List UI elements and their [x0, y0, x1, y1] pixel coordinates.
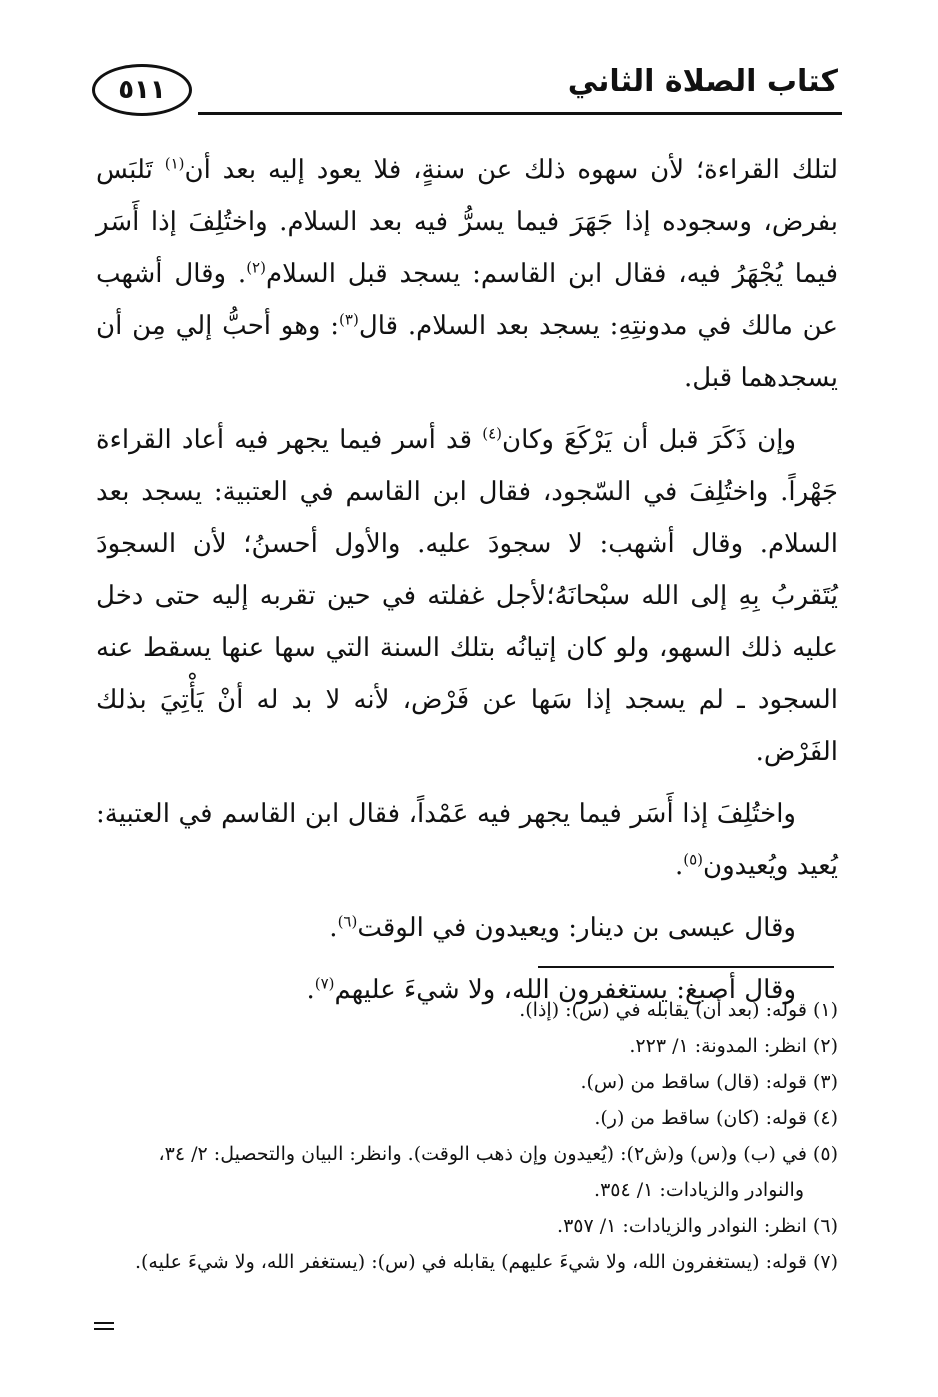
footnote-3: (٣) قوله: (قال) ساقط من (س). — [580, 1071, 838, 1093]
footnote-ref-3: (٣) — [339, 310, 359, 329]
page-header — [88, 52, 842, 116]
paragraph-text: قد أسر فيما يجهر فيه أعاد القراءة جَهْراً. واختُلِفَ في السّجود، فقال ابن القاسم في العتبية: يسجد بعد السلام. وقال أشهب: لا سجودَ عليه. والأول أحسنُ؛ لأن السجودَ يُتَقربُ بِهِ إلى الله سبْحانَهُ؛لأجل غفلته في حين تقربه إليه حتى دخل عليه ذلك السهو، ولو كان إتيانُه بتلك السنة التي سها عنها يسقط عنه السجود ـ لم يسجد إذا سَها عن فَرْض، لأنه لا بد له أنْ يَأْتِيَ بذلك الفَرْض. — [96, 425, 838, 767]
page-number-frame — [92, 64, 192, 116]
footnotes — [96, 992, 838, 1280]
paragraph-text: وقال عيسى بن دينار: ويعيدون في الوقت — [357, 913, 796, 943]
footnote-7: (٧) قوله: (يستغفرون الله، ولا شيءَ عليهم) يقابله في (س): (يستغفر الله، ولا شيءَ عليه). — [134, 1251, 838, 1273]
footnote-5: (٥) في (ب) و(س) و(ش٢): (يُعيدون وإن ذهب الوقت). وانظر: البيان والتحصيل: ٢/ ٣٤، — [158, 1143, 838, 1165]
paragraph-text: واختُلِفَ إذا أَسَر فيما يجهر فيه عَمْداً، فقال ابن القاسم في العتبية: يُعيد ويُعيدون — [96, 799, 838, 881]
footnote-ref-4: (٤) — [482, 424, 503, 443]
footnote-6: (٦) انظر: النوادر والزيادات: ١/ ٣٥٧. — [557, 1215, 838, 1237]
footnote-4: (٤) قوله: (كان) ساقط من (ر). — [594, 1107, 838, 1129]
paragraph-text: . — [329, 913, 338, 943]
footnote-ref-5: (٥) — [683, 850, 703, 869]
paragraph-text: لتلك القراءة؛ لأن سهوه ذلك عن سنةٍ، فلا يعود إليه بعد أن — [184, 155, 838, 185]
paragraph-1 — [96, 144, 838, 404]
paragraph-text: : وهو أحبُّ إلي مِن أن يسجدهما قبل. — [96, 311, 838, 393]
paragraph-2 — [96, 414, 838, 778]
paragraph-text: . وقال أشهب عن مالك في مدونتِهِ: يسجد بعد السلام. قال — [96, 259, 838, 341]
footnote-ref-7: (٧) — [314, 974, 335, 993]
footnote-ref-6: (٦) — [337, 912, 358, 931]
header-rule — [198, 112, 842, 115]
paragraph-text: . — [674, 851, 684, 881]
paragraph-4 — [96, 902, 838, 954]
main-text — [96, 144, 838, 1016]
paragraph-text: وقال أصبغ: يستغفرون الله، ولا شيءَ عليهم — [334, 975, 796, 1005]
book-title: كتاب الصلاة الثاني — [567, 64, 838, 99]
page-number: ٥١١ — [118, 75, 166, 105]
footnote-ref-2: (٢) — [246, 258, 266, 277]
paragraph-text: تَلبَس بفرض، وسجوده إذا جَهَرَ فيما يسرُّ فيه بعد السلام. واختُلِفَ إذا أَسَر فيما يُجْهَرُ فيه، فقال ابن القاسم: يسجد قبل السلام — [96, 155, 838, 289]
page-end-mark — [94, 1322, 114, 1330]
footnote-2: (٢) انظر: المدونة: ١/ ٢٢٣. — [629, 1035, 838, 1057]
paragraph-text: وإن ذَكَرَ قبل أن يَرْكَعَ وكان — [502, 425, 796, 455]
footnote-5-continuation: والنوادر والزيادات: ١/ ٣٥٤. — [594, 1179, 804, 1201]
footnote-separator — [538, 966, 834, 968]
paragraph-text: . — [306, 975, 315, 1005]
footnote-ref-1: (١) — [164, 154, 185, 173]
paragraph-3 — [96, 788, 838, 892]
footnote-1: (١) قوله: (بعد أن) يقابله في (س): (إذا). — [519, 999, 838, 1021]
